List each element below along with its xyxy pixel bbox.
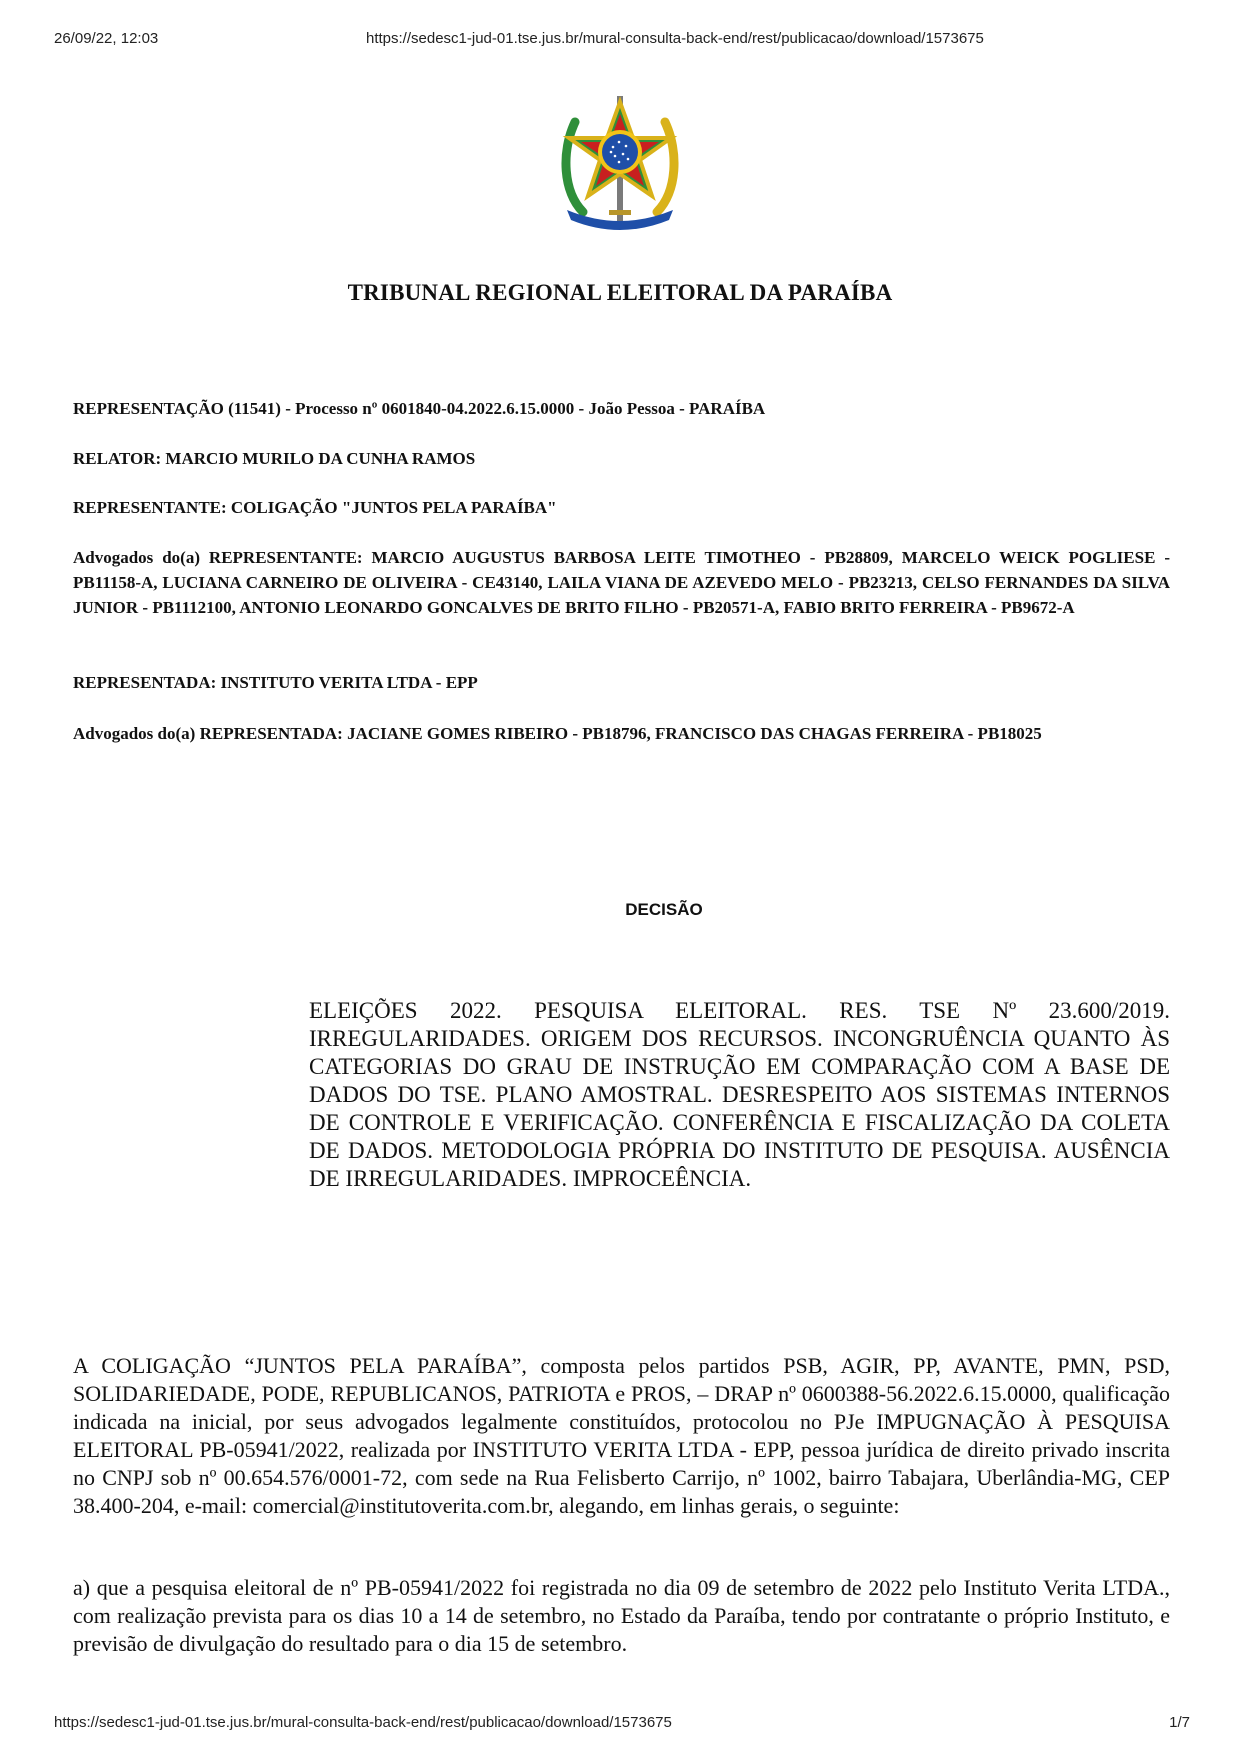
case-process: REPRESENTAÇÃO (11541) - Processo nº 0601840-04.2022.6.15.0000 - João Pessoa - PARAÍBA — [73, 399, 766, 418]
case-represented: REPRESENTADA: INSTITUTO VERITA LTDA - EPP — [73, 673, 478, 692]
court-title: TRIBUNAL REGIONAL ELEITORAL DA PARAÍBA — [347, 280, 893, 305]
ementa: ELEIÇÕES 2022. PESQUISA ELEITORAL. RES. TSE Nº 23.600/2019. IRREGULARIDADES. ORIGEM DOS RECURSOS. INCONGRUÊNCIA QUANTO ÀS CATEGORIAS DO GRAU DE INSTRUÇÃO EM COMPARAÇÃO COM A BASE DE DADOS DO TSE. PLANO AMOSTRAL. DESRESPEITO AOS SISTEMAS INTERNOS DE CONTROLE E VERIFICAÇÃO. CONFERÊNCIA E FISCALIZAÇÃO DA COLETA DE DADOS. METODOLOGIA PRÓPRIA DO INSTITUTO DE PESQUISA. AUSÊNCIA DE IRREGULARIDADES. IMPROCEÊNCIA. — [309, 998, 1170, 1191]
decision-title: DECISÃO — [625, 900, 703, 919]
case-representative-lawyers: Advogados do(a) REPRESENTANTE: MARCIO AUGUSTUS BARBOSA LEITE TIMOTHEO - PB28809, MARCELO WEICK POGLIESE - PB11158-A, LUCIANA CARNEIRO DE OLIVEIRA - CE43140, LAILA VIANA DE AZEVEDO MELO - PB23213, CELSO FERNANDES DA SILVA JUNIOR - PB1112100, ANTONIO LEONARDO GONCALVES DE BRITO FILHO - PB20571-A, FABIO BRITO FERREIRA - PB9672-A — [73, 548, 1170, 617]
print-url[interactable]: https://sedesc1-jud-01.tse.jus.br/mural-consulta-back-end/rest/publicacao/download/1573675 — [366, 30, 984, 47]
footer-url[interactable]: https://sedesc1-jud-01.tse.jus.br/mural-consulta-back-end/rest/publicacao/download/1573675 — [54, 1714, 672, 1731]
case-representative: REPRESENTANTE: COLIGAÇÃO "JUNTOS PELA PARAÍBA" — [73, 498, 557, 517]
case-represented-lawyers: Advogados do(a) REPRESENTADA: JACIANE GOMES RIBEIRO - PB18796, FRANCISCO DAS CHAGAS FERREIRA - PB18025 — [73, 724, 1042, 743]
page-number: 1/7 — [1169, 1714, 1190, 1731]
paragraph-intro: A COLIGAÇÃO “JUNTOS PELA PARAÍBA”, composta pelos partidos PSB, AGIR, PP, AVANTE, PMN, PSD, SOLIDARIEDADE, PODE, REPUBLICANOS, PATRIOTA e PROS, – DRAP nº 0600388-56.2022.6.15.0000, qualificação indicada na inicial, por seus advogados legalmente constituídos, protocolou no PJe IMPUGNAÇÃO À PESQUISA ELEITORAL PB-05941/2022, realizada por INSTITUTO VERITA LTDA - EPP, pessoa jurídica de direito privado inscrita no CNPJ sob nº 00.654.576/0001-72, com sede na Rua Felisberto Carrijo, nº 1002, bairro Tabajara, Uberlândia-MG, CEP 38.400-204, e-mail: comercial@institutoverita.com.br, alegando, em linhas gerais, o seguinte: — [73, 1353, 1170, 1518]
print-header — [0, 30, 1240, 50]
brazil-coat-of-arms-icon — [553, 92, 687, 232]
paragraph-a: a) que a pesquisa eleitoral de nº PB-05941/2022 foi registrada no dia 09 de setembro de 2022 pelo Instituto Verita LTDA., com realização prevista para os dias 10 a 14 de setembro, no Estado da Paraíba, tendo por contratante o próprio Instituto, e previsão de divulgação do resultado para o dia 15 de setembro. — [73, 1575, 1170, 1656]
print-footer — [0, 1714, 1240, 1734]
print-date: 26/09/22, 12:03 — [54, 30, 159, 47]
case-rapporteur: RELATOR: MARCIO MURILO DA CUNHA RAMOS — [73, 449, 476, 468]
